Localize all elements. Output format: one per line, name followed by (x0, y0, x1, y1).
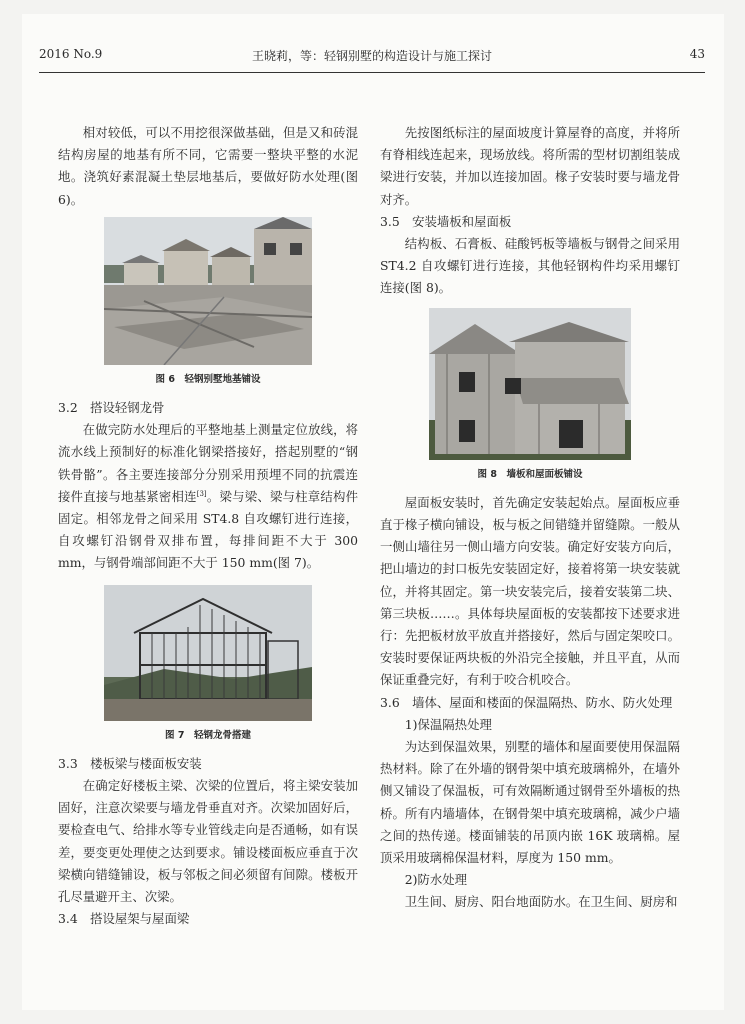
figure-8-caption: 图 8 墙板和屋面板铺设 (477, 468, 583, 480)
figure-7-photo (104, 585, 312, 721)
subheading: 1)保温隔热处理 (404, 716, 492, 732)
subheading: 2)防水处理 (404, 872, 468, 888)
left-column (58, 122, 358, 930)
paragraph: 屋面板安装时，首先确定安装起始点。屋面板应垂直于椽子横向铺设，板与板之间错缝并留缝隙。一般从一侧山墙往另一侧山墙方向安装。确定好安装方向后，把山墙边的封口板先安装固定好，接着将第一块安装就位，并将其固定。第一块安装完后，接着安装第二块、第三块板……。具体每块屋面板的安装都按下述要求进行：先把板材放平放直并搭接好，然后与固定架咬口。安装时要保证两块板的外沿完全接触，并且平直，从而保证重叠完好，有利于咬合机咬合。 (380, 494, 680, 688)
journal-issue: 2016 No.9 (39, 47, 103, 61)
running-header (39, 47, 705, 69)
header-rule (39, 72, 705, 73)
paragraph: 结构板、石膏板、硅酸钙板等墙板与钢骨之间采用 ST4.2 自攻螺钉进行连接，其他轻钢构件均采用螺钉连接(图 8)。 (380, 236, 680, 296)
paragraph: 卫生间、厨房、阳台地面防水。在卫生间、厨房和 (404, 894, 678, 910)
citation: [3] (196, 489, 207, 498)
article-title: 王晓莉，等：轻钢别墅的构造设计与施工探讨 (251, 49, 492, 63)
section-heading-3-6: 3.6 墙体、屋面和楼面的保温隔热、防水、防火处理 (380, 694, 673, 710)
right-column (380, 122, 680, 914)
paragraph: 在做完防水处理后的平整地基上测量定位放线，将流水线上预制好的标准化钢梁搭接好，搭起别墅的“钢铁骨骼”。各主要连接部分分别采用预埋不同的抗震连接件直接与地基紧密相连[3]。梁与梁、梁与柱章结构件固定。相邻龙骨之间采用 ST4.8 自攻螺钉进行连接，自攻螺钉沿钢骨双排布置，每排间距不大于 300 mm，与钢骨端部间距不大于 150 mm(图 7)。 (58, 422, 359, 571)
figure-7-caption: 图 7 轻钢龙骨搭建 (165, 729, 251, 741)
section-heading-3-5: 3.5 安装墙板和屋面板 (380, 213, 512, 229)
figure-6-photo (104, 217, 312, 365)
paragraph: 为达到保温效果，别墅的墙体和屋面要使用保温隔热材料。除了在外墙的钢骨架中填充玻璃棉外，在墙外侧又铺设了保温板，可有效隔断通过钢骨至外墙板的热桥。所有内墙墙体，在钢骨架中填充玻璃棉，减少户墙之间的热传递。楼面铺装的吊顶内嵌 16K 玻璃棉。屋顶采用玻璃棉保温材料，厚度为 150 mm。 (380, 739, 680, 866)
section-heading-3-3: 3.3 楼板梁与楼面板安装 (58, 755, 202, 771)
paragraph: 相对较低，可以不用挖很深做基础，但是又和砖混结构房屋的地基有所不同，它需要一整块平整的水泥地。浇筑好素混凝土垫层地基后，要做好防水处理(图 6)。 (58, 125, 358, 207)
paragraph: 在确定好楼板主梁、次梁的位置后，将主梁安装加固好，注意次梁要与墙龙骨垂直对齐。次梁加固好后，要检查电气、给排水等专业管线走向是否通畅，如有误差，要变更处理使之达到要求。铺设楼面板应垂直于次梁横向错缝铺设，板与邻板之间必须留有间隙。楼板开孔尽量避开主、次梁。 (58, 778, 358, 905)
figure-8-photo (429, 308, 631, 460)
paragraph: 先按图纸标注的屋面坡度计算屋脊的高度，并将所有脊相线连起来，现场放线。将所需的型材切割组装成梁进行安装，并加以连接加固。椽子安装时要与墙龙骨对齐。 (380, 125, 680, 207)
figure-6-caption: 图 6 轻钢别墅地基铺设 (155, 373, 261, 385)
page-number: 43 (689, 47, 705, 61)
section-heading-3-2: 3.2 搭设轻钢龙骨 (58, 400, 165, 416)
section-heading-3-4: 3.4 搭设屋架与屋面梁 (58, 911, 190, 927)
